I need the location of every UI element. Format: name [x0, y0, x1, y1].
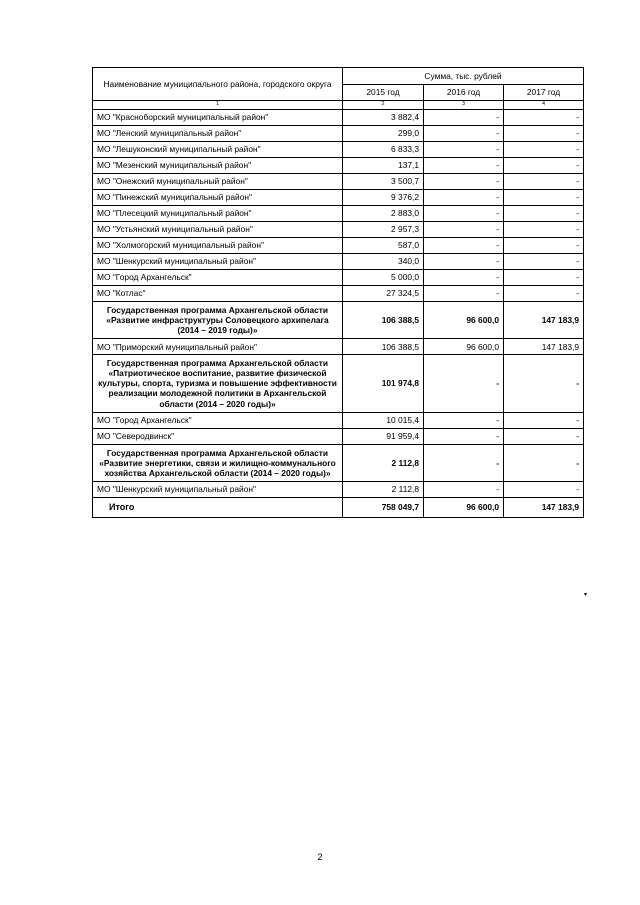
value-2016-cell: 96 600,0	[424, 497, 504, 517]
year-2016-header: 2016 год	[424, 84, 504, 101]
column-number-2: 2	[343, 101, 424, 110]
row-name-cell: Итого	[93, 497, 343, 517]
value-2017-cell: -	[504, 126, 584, 142]
value-2016-cell: -	[424, 412, 504, 428]
value-2017-cell: -	[504, 110, 584, 126]
header-row	[93, 68, 584, 85]
value-2015-cell: 9 376,2	[343, 190, 424, 206]
value-2016-cell: -	[424, 158, 504, 174]
value-2016-cell: -	[424, 142, 504, 158]
value-2017-cell: -	[504, 158, 584, 174]
value-2016-cell: -	[424, 238, 504, 254]
value-2017-cell: -	[504, 412, 584, 428]
row-name-cell: Государственная программа Архангельской области «Развитие инфраструктуры Соловецкого архипелага (2014 – 2019 годы)»	[93, 302, 343, 339]
value-2016-cell: -	[424, 444, 504, 481]
value-2016-cell: -	[424, 222, 504, 238]
row-name-cell: МО "Котлас"	[93, 286, 343, 302]
name-column-header: Наименование муниципального района, городского округа	[93, 68, 343, 101]
total-row	[93, 497, 584, 517]
value-2015-cell: 2 112,8	[343, 444, 424, 481]
value-2015-cell: 5 000,0	[343, 270, 424, 286]
row-name-cell: МО "Приморский муниципальный район"	[93, 339, 343, 355]
column-number-row	[93, 101, 584, 110]
value-2017-cell: -	[504, 270, 584, 286]
value-2015-cell: 6 833,3	[343, 142, 424, 158]
value-2015-cell: 106 388,5	[343, 302, 424, 339]
value-2015-cell: 299,0	[343, 126, 424, 142]
table-row	[93, 158, 584, 174]
value-2017-cell: -	[504, 428, 584, 444]
value-2015-cell: 27 324,5	[343, 286, 424, 302]
row-name-cell: МО "Мезенский муниципальный район"	[93, 158, 343, 174]
value-2015-cell: 2 112,8	[343, 481, 424, 497]
value-2017-cell: -	[504, 238, 584, 254]
value-2015-cell: 340,0	[343, 254, 424, 270]
row-name-cell: МО "Холмогорский муниципальный район"	[93, 238, 343, 254]
table-row	[93, 174, 584, 190]
column-number-4: 4	[504, 101, 584, 110]
value-2017-cell: -	[504, 174, 584, 190]
row-name-cell: МО "Город Архангельск"	[93, 270, 343, 286]
value-2016-cell: -	[424, 481, 504, 497]
value-2016-cell: 96 600,0	[424, 339, 504, 355]
year-2015-header: 2015 год	[343, 84, 424, 101]
table-row	[93, 286, 584, 302]
value-2017-cell: -	[504, 355, 584, 412]
value-2017-cell: -	[504, 254, 584, 270]
row-name-cell: МО "Пинежский муниципальный район"	[93, 190, 343, 206]
value-2016-cell: -	[424, 174, 504, 190]
value-2015-cell: 91 959,4	[343, 428, 424, 444]
page-number: 2	[317, 852, 323, 863]
table-row	[93, 339, 584, 355]
value-2017-cell: -	[504, 286, 584, 302]
column-number-1: 1	[93, 101, 343, 110]
value-2015-cell: 587,0	[343, 238, 424, 254]
value-2015-cell: 101 974,8	[343, 355, 424, 412]
row-name-cell: МО "Устьянский муниципальный район"	[93, 222, 343, 238]
value-2017-cell: -	[504, 222, 584, 238]
table-row	[93, 238, 584, 254]
table-row	[93, 126, 584, 142]
column-number-3: 3	[424, 101, 504, 110]
row-name-cell: МО "Красноборский муниципальный район"	[93, 110, 343, 126]
value-2017-cell: -	[504, 444, 584, 481]
row-name-cell: МО "Город Архангельск"	[93, 412, 343, 428]
value-2015-cell: 2 883,0	[343, 206, 424, 222]
budget-table-body	[93, 68, 584, 518]
row-name-cell: Государственная программа Архангельской области «Патриотическое воспитание, развитие физической культуры, спорта, туризма и повышение эффективности реализации молодежной политики в Архангельской области (2014 – 2020 годы)»	[93, 355, 343, 412]
value-2016-cell: -	[424, 270, 504, 286]
value-2016-cell: -	[424, 190, 504, 206]
value-2017-cell: 147 183,9	[504, 497, 584, 517]
value-2017-cell: 147 183,9	[504, 302, 584, 339]
year-2017-header: 2017 год	[504, 84, 584, 101]
value-2015-cell: 758 049,7	[343, 497, 424, 517]
budget-table	[92, 67, 584, 518]
value-2016-cell: -	[424, 428, 504, 444]
row-name-cell: МО "Шенкурский муниципальный район"	[93, 254, 343, 270]
row-name-cell: МО "Онежский муниципальный район"	[93, 174, 343, 190]
value-2017-cell: -	[504, 142, 584, 158]
value-2016-cell: 96 600,0	[424, 302, 504, 339]
value-2015-cell: 3 500,7	[343, 174, 424, 190]
table-row	[93, 428, 584, 444]
value-2015-cell: 106 388,5	[343, 339, 424, 355]
value-2016-cell: -	[424, 206, 504, 222]
table-row	[93, 222, 584, 238]
value-2016-cell: -	[424, 286, 504, 302]
table-row	[93, 270, 584, 286]
value-2017-cell: 147 183,9	[504, 339, 584, 355]
value-2015-cell: 137,1	[343, 158, 424, 174]
sum-column-header: Сумма, тыс. рублей	[343, 68, 584, 85]
value-2016-cell: -	[424, 110, 504, 126]
value-2017-cell: -	[504, 190, 584, 206]
table-row	[93, 254, 584, 270]
value-2016-cell: -	[424, 355, 504, 412]
value-2017-cell: -	[504, 206, 584, 222]
program-row	[93, 355, 584, 412]
table-row	[93, 412, 584, 428]
row-name-cell: МО "Лешуконский муниципальный район"	[93, 142, 343, 158]
value-2015-cell: 2 957,3	[343, 222, 424, 238]
value-2016-cell: -	[424, 126, 504, 142]
table-row	[93, 481, 584, 497]
row-name-cell: Государственная программа Архангельской области «Развитие энергетики, связи и жилищно-коммунального хозяйства Архангельской области (2014 – 2020 годы)»	[93, 444, 343, 481]
row-name-cell: МО "Плесецкий муниципальный район"	[93, 206, 343, 222]
value-2015-cell: 10 015,4	[343, 412, 424, 428]
table-row	[93, 190, 584, 206]
row-name-cell: МО "Северодвинск"	[93, 428, 343, 444]
trailing-mark: ▾	[584, 592, 588, 598]
value-2017-cell: -	[504, 481, 584, 497]
table-row	[93, 142, 584, 158]
table-row	[93, 206, 584, 222]
row-name-cell: МО "Шенкурский муниципальный район"	[93, 481, 343, 497]
table-row	[93, 110, 584, 126]
value-2015-cell: 3 882,4	[343, 110, 424, 126]
program-row	[93, 302, 584, 339]
value-2016-cell: -	[424, 254, 504, 270]
row-name-cell: МО "Ленский муниципальный район"	[93, 126, 343, 142]
program-row	[93, 444, 584, 481]
